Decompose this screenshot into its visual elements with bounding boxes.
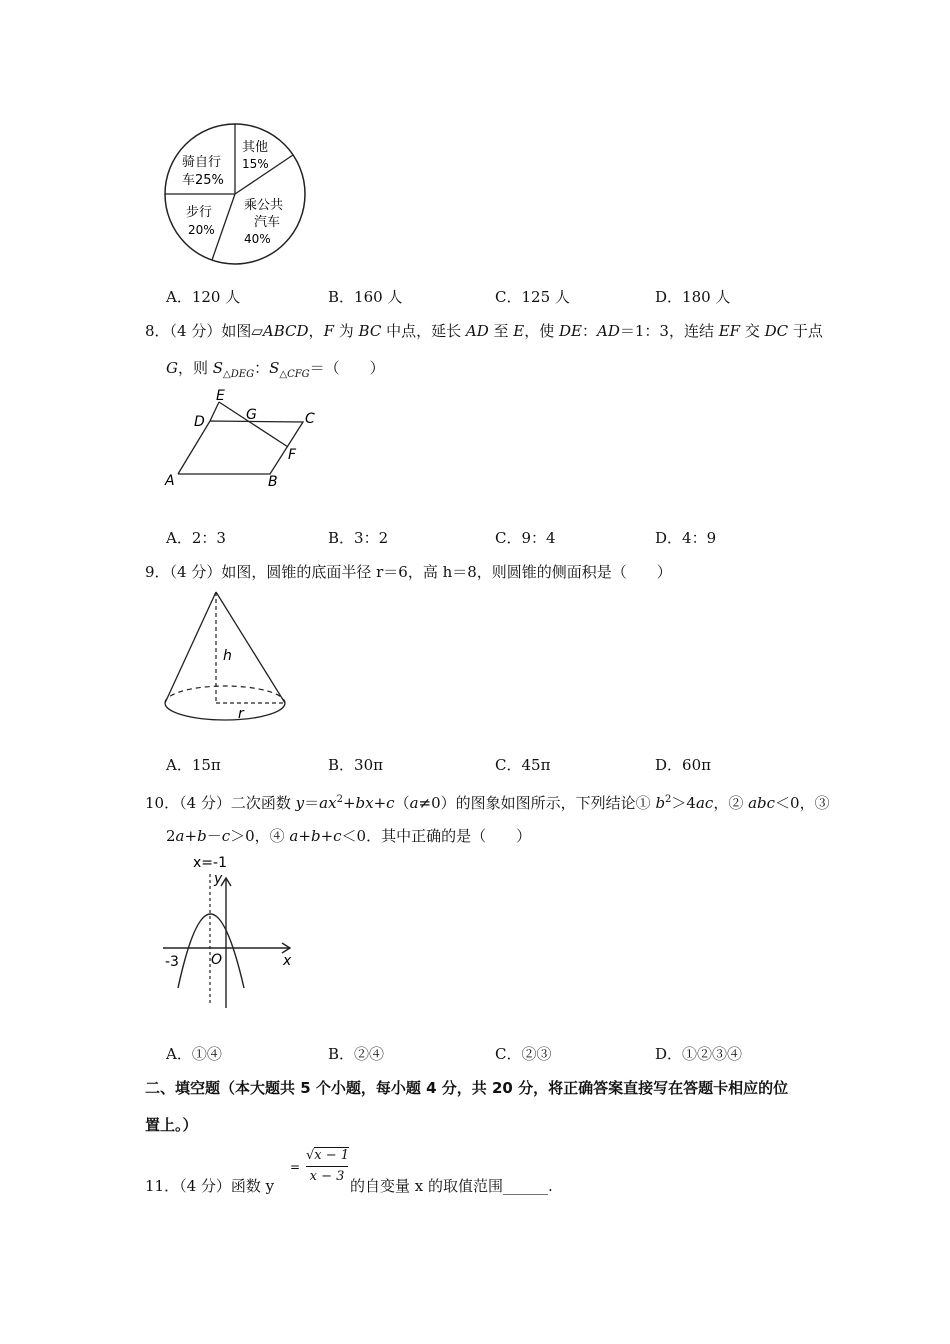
label-h: h xyxy=(223,648,232,664)
q7-option-a: A．120 人 xyxy=(166,288,241,306)
pie-label-walk-name: 步行 xyxy=(186,205,213,220)
label-e: E xyxy=(216,388,225,404)
q10-option-c: C．②③ xyxy=(495,1045,552,1063)
pie-label-bike-2: 车25% xyxy=(182,173,224,188)
neg-3-label: -3 xyxy=(165,954,179,970)
q10-option-b: B．②④ xyxy=(328,1045,385,1063)
pie-label-bus-1: 乘公共 xyxy=(244,198,284,213)
q10-question-line2: 2a+b－c＞0，④ a+b+c＜0．其中正确的是（ ） xyxy=(166,827,532,845)
q7-option-b: B．160 人 xyxy=(328,288,403,306)
pie-label-walk-pct: 20% xyxy=(188,223,215,237)
pie-label-bus-2: 汽车 xyxy=(254,215,281,230)
q9-option-b: B．30π xyxy=(328,756,383,774)
q8-option-a: A．2：3 xyxy=(166,529,226,547)
label-b: B xyxy=(268,474,278,490)
q10-option-d: D．①②③④ xyxy=(655,1045,743,1063)
pie-label-other-pct: 15% xyxy=(242,157,269,171)
parallelogram-figure xyxy=(160,386,330,492)
q9-option-c: C．45π xyxy=(495,756,551,774)
origin-label: O xyxy=(211,952,223,968)
q7-option-d: D．180 人 xyxy=(655,288,731,306)
section-2-heading-line2: 置上。） xyxy=(145,1116,198,1134)
y-axis-label: y xyxy=(214,871,223,887)
q8-option-b: B．3：2 xyxy=(328,529,389,547)
axis-of-symmetry-label: x=-1 xyxy=(193,855,227,871)
q7-option-c: C．125 人 xyxy=(495,288,570,306)
label-d: D xyxy=(194,414,205,430)
q9-option-d: D．60π xyxy=(655,756,711,774)
q8-number: 8．（4 分）如图 xyxy=(145,322,252,340)
q11-prefix: 11．（4 分）函数 y xyxy=(145,1177,275,1195)
q8-question-line1: 8．（4 分）如图▱ABCD，F 为 BC 中点，延长 AD 至 E，使 DE：AD＝1：3，连结 EF 交 DC 于点 xyxy=(145,322,823,340)
q10-option-a: A．①④ xyxy=(166,1045,222,1063)
x-axis-label: x xyxy=(283,953,292,969)
section-2-heading-line1: 二、填空题（本大题共 5 个小题，每小题 4 分，共 20 分，将正确答案直接写在答题卡相应的位 xyxy=(145,1079,789,1097)
q8-option-d: D．4：9 xyxy=(655,529,717,547)
label-g: G xyxy=(246,407,257,423)
q11-denominator: x − 3 xyxy=(309,1169,345,1184)
pie-label-other-name: 其他 xyxy=(242,140,269,155)
cone-figure xyxy=(158,588,298,738)
label-f: F xyxy=(288,447,297,463)
pie-label-bus-pct: 40% xyxy=(244,232,271,246)
q8-question-line2: G，则 $S_{\triangle DEG}$：$S_{\triangle CFG}=$（ ） xyxy=(166,359,385,380)
q9-option-a: A．15π xyxy=(166,756,221,774)
q11-equals-sign: = xyxy=(290,1160,301,1174)
parabola-figure xyxy=(158,852,308,1022)
label-r: r xyxy=(238,706,244,722)
q9-question: 9．（4 分）如图，圆锥的底面半径 r＝6，高 h＝8，则圆锥的侧面积是（ ） xyxy=(145,563,672,581)
q8-option-c: C．9：4 xyxy=(495,529,556,547)
q11-fraction xyxy=(306,1148,348,1185)
pie-label-bike-1: 骑自行 xyxy=(182,155,222,170)
q11-suffix: 的自变量 x 的取值范围______. xyxy=(350,1177,553,1195)
q10-question-line1: 10．（4 分）二次函数 $y=ax^2+bx+c(a\ne 0)$的图象如图所示，下列结论① $b^2>4ac$，② abc＜0，③ xyxy=(145,794,830,812)
label-a: A xyxy=(165,473,175,489)
pie-chart-figure xyxy=(160,120,310,272)
q11-numerator: √x − 1 xyxy=(306,1148,350,1163)
label-c: C xyxy=(305,411,315,427)
